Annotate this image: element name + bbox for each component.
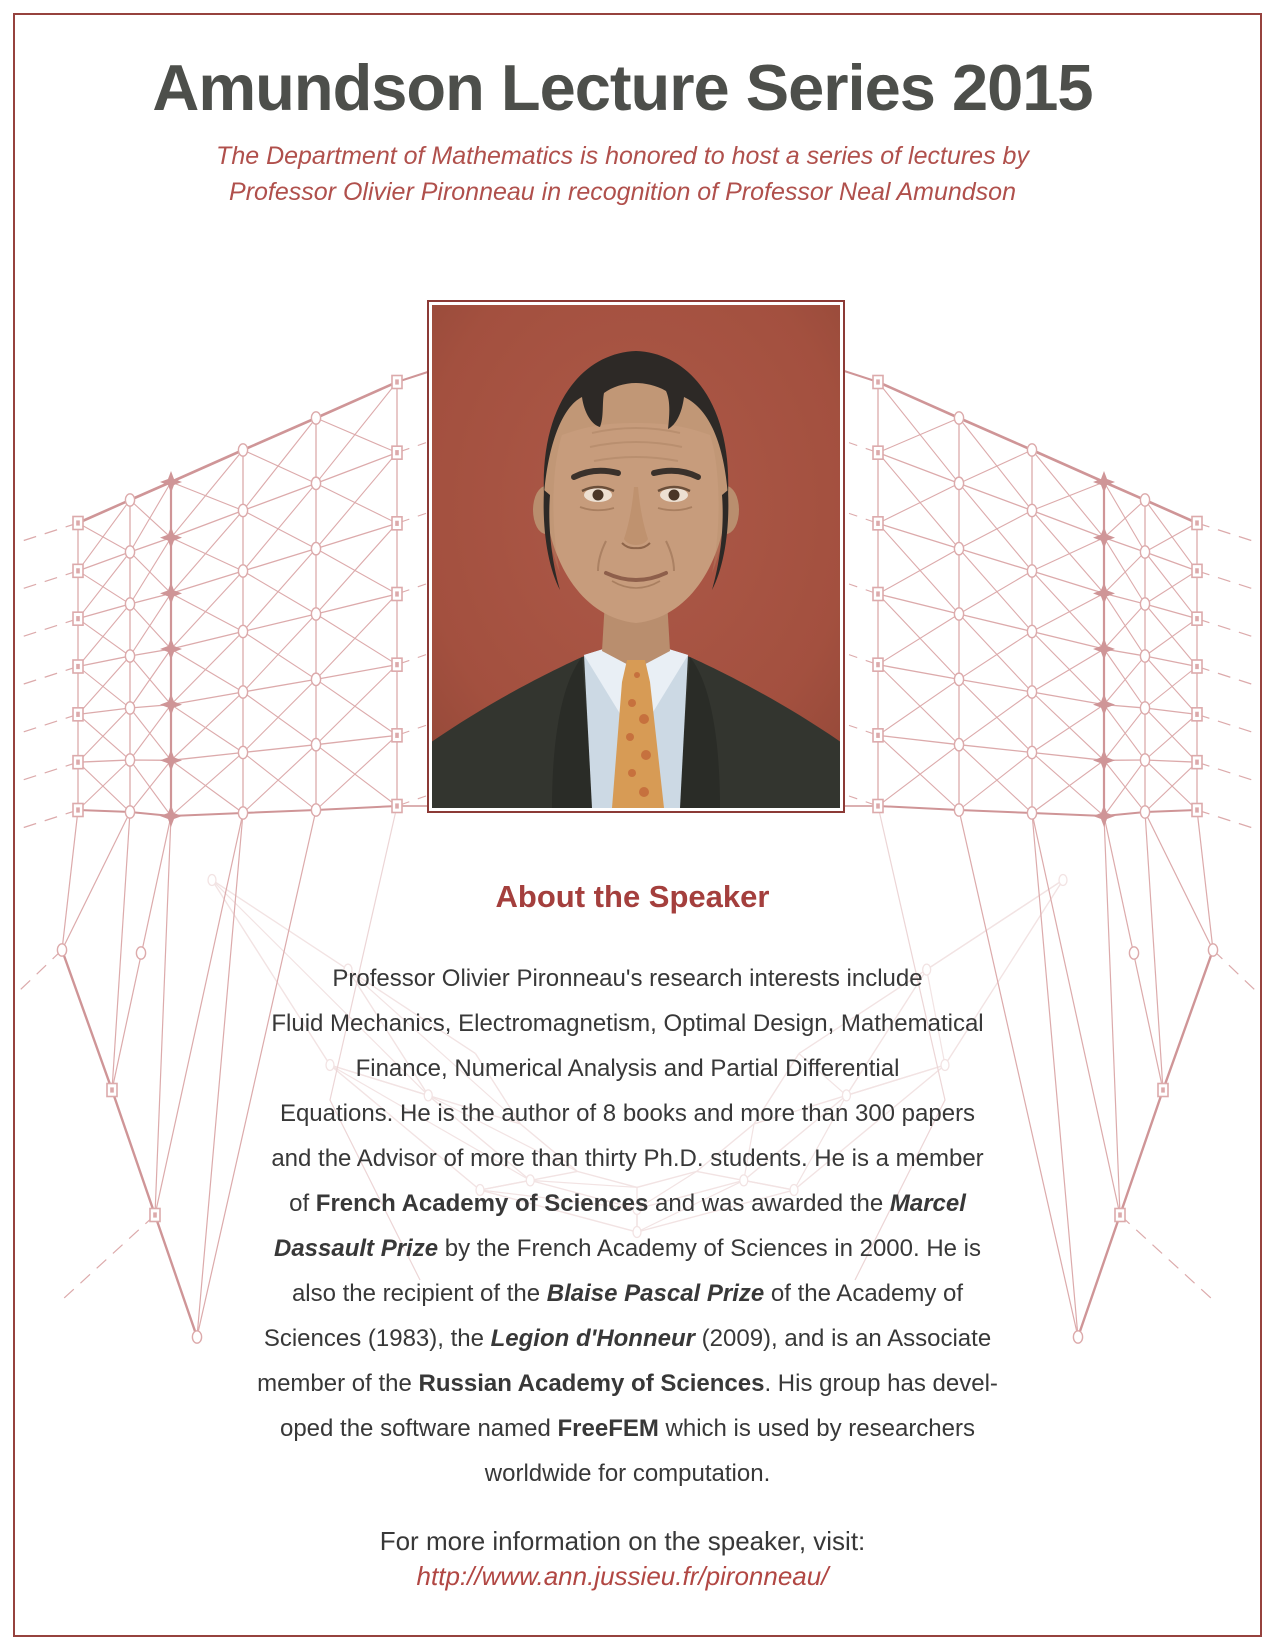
- about-heading: About the Speaker: [495, 879, 770, 914]
- poster-subtitle: [0, 138, 1245, 210]
- poster-title: Amundson Lecture Series 2015: [152, 51, 1093, 124]
- about-speaker-text: [0, 956, 1255, 1496]
- about-text-line: Professor Olivier Pironneau's research interests include: [332, 965, 923, 992]
- about-text-line: Equations. He is the author of 8 books and more than 300 papers: [279, 1100, 976, 1127]
- subtitle-line-2: Professor Olivier Pironneau in recognition of Professor Neal Amundson: [229, 178, 1016, 206]
- about-text-line: also the recipient of the Blaise Pascal Prize of the Academy of: [291, 1280, 964, 1307]
- subtitle-line-1: The Department of Mathematics is honored to host a series of lectures by: [216, 142, 1029, 170]
- footer-info-text: For more information on the speaker, visit:: [379, 1526, 866, 1556]
- speaker-portrait: [432, 305, 840, 808]
- about-text-line: member of the Russian Academy of Sciences. His group has devel-: [257, 1370, 998, 1397]
- speaker-info-url[interactable]: http://www.ann.jussieu.fr/pironneau/: [416, 1561, 829, 1591]
- about-text-line: oped the software named FreeFEM which is used by researchers: [279, 1415, 975, 1442]
- about-text-line: worldwide for computation.: [484, 1460, 771, 1487]
- about-text-line: Sciences (1983), the Legion d'Honneur (2009), and is an Associate: [263, 1325, 992, 1352]
- about-text-line: Dassault Prize by the French Academy of Sciences in 2000. He is: [273, 1235, 982, 1262]
- about-text-line: Fluid Mechanics, Electromagnetism, Optimal Design, Mathematical: [271, 1010, 984, 1037]
- about-text-line: of French Academy of Sciences and was awarded the Marcel: [289, 1190, 966, 1217]
- about-text-line: and the Advisor of more than thirty Ph.D. students. He is a member: [271, 1145, 984, 1172]
- about-text-line: Finance, Numerical Analysis and Partial Differential: [355, 1055, 900, 1082]
- speaker-photo-frame: [427, 300, 845, 813]
